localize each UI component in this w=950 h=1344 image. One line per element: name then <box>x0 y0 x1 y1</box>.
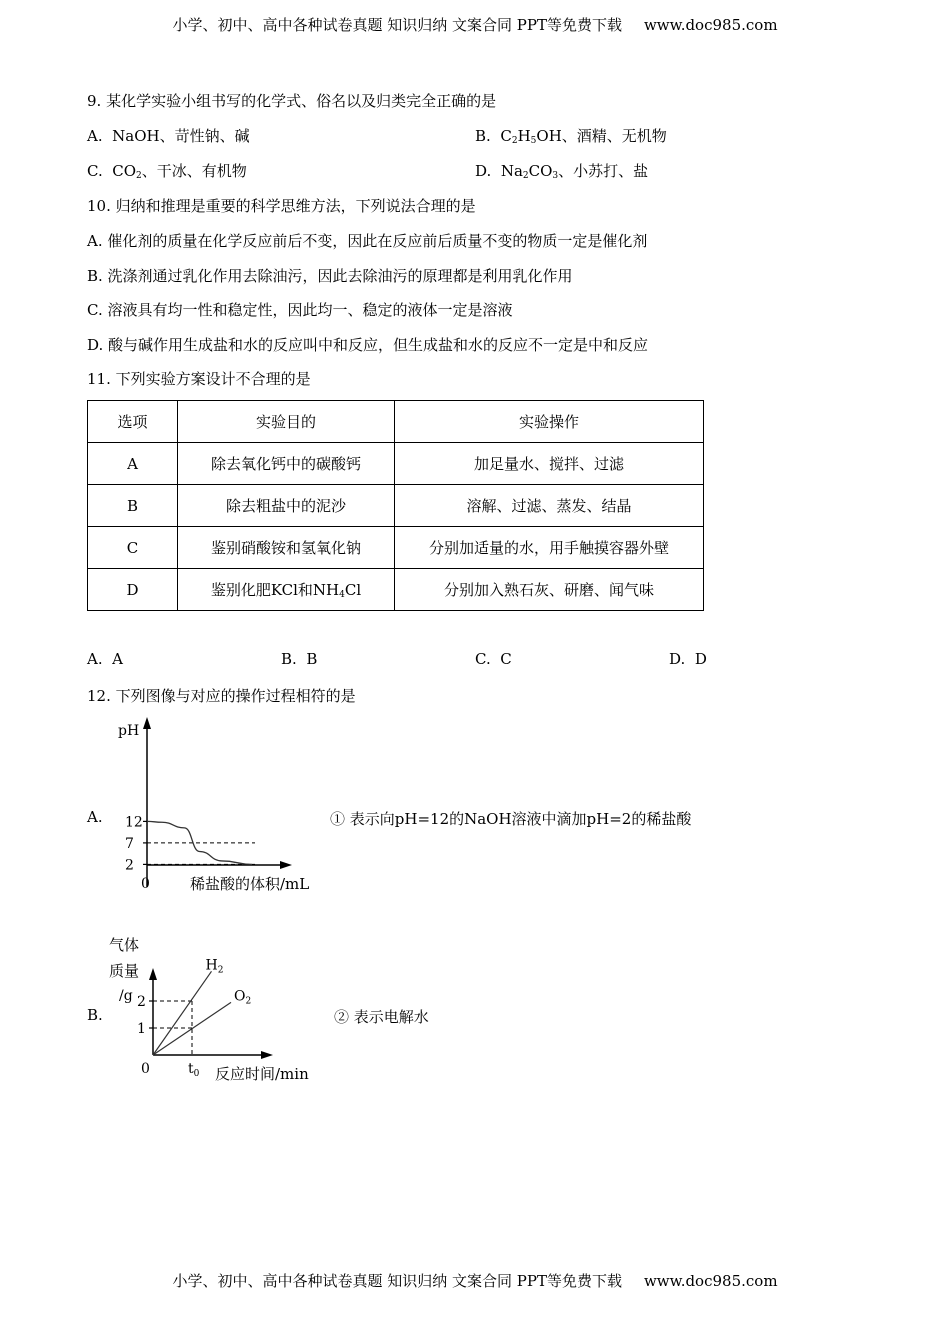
footer-site[interactable]: www.doc985.com <box>643 1272 778 1290</box>
ph-chart <box>110 715 330 900</box>
q9-option-b[interactable] <box>475 125 667 146</box>
page-footer <box>0 1270 950 1291</box>
col-header: 实验目的 <box>178 401 395 443</box>
series-label: $H_2$ <box>205 957 224 976</box>
formula-part: OH <box>536 127 562 145</box>
x-tick-label: $t_0$ <box>188 1061 200 1079</box>
origin-label: 0 <box>141 876 150 892</box>
q11-stem: 11. 下列实验方案设计不合理的是 <box>87 370 311 388</box>
table-header-row <box>88 401 704 443</box>
table-cell: 分别加入熟石灰、研磨、闻气味 <box>395 569 704 611</box>
cell-text: 鉴别化肥KCl和NH <box>210 581 340 599</box>
formula-part: Na <box>500 162 523 180</box>
table-cell: 分别加适量的水，用手触摸容器外壁 <box>395 527 704 569</box>
series-label: $O_2$ <box>234 988 252 1007</box>
q10-option-d[interactable]: D. 酸与碱作用生成盐和水的反应叫中和反应，但生成盐和水的反应不一定是中和反应 <box>87 336 649 354</box>
table-cell: 鉴别硝酸铵和氢氧化钠 <box>178 527 395 569</box>
subscript: 4 <box>339 590 345 600</box>
subscript: 2 <box>136 171 142 181</box>
option-label: B. <box>281 650 297 668</box>
formula-part: CO <box>528 162 553 180</box>
option-label: B. <box>475 127 491 145</box>
table-row <box>88 485 704 527</box>
option-label: A. <box>87 650 103 668</box>
option-label: D. <box>669 650 686 668</box>
option-text: 、苛性钠、碱 <box>159 127 250 145</box>
y-tick-label: 7 <box>125 835 134 852</box>
origin-label: 0 <box>141 1061 150 1077</box>
col-header: 实验操作 <box>395 401 704 443</box>
q11-option-d[interactable] <box>669 650 707 668</box>
q9-option-c[interactable] <box>87 160 247 181</box>
option-text: B <box>306 650 318 668</box>
table-cell: 溶解、过滤、蒸发、结晶 <box>395 485 704 527</box>
q10-option-c[interactable]: C. 溶液具有均一性和稳定性，因此均一、稳定的液体一定是溶液 <box>87 301 513 319</box>
q9-option-a[interactable] <box>87 125 250 146</box>
q10-stem: 10. 归纳和推理是重要的科学思维方法，下列说法合理的是 <box>87 197 476 215</box>
q9-option-d[interactable] <box>475 160 648 181</box>
option-label: C. <box>475 650 491 668</box>
q9-stem: 9. 某化学实验小组书写的化学式、俗名以及归类完全正确的是 <box>87 92 497 110</box>
y-axis-label: pH <box>118 723 140 739</box>
experiment-table <box>87 400 704 611</box>
formula: NaOH <box>112 127 160 145</box>
table-cell <box>178 569 395 611</box>
electrolysis-chart <box>105 930 325 1088</box>
table-row <box>88 569 704 611</box>
x-axis-arrow <box>280 861 292 869</box>
subscript: 2 <box>522 171 529 181</box>
option-text: 、干冰、有机物 <box>141 162 247 180</box>
subscript: 3 <box>552 171 559 181</box>
option-label: C. <box>87 162 103 180</box>
q10-option-a[interactable]: A. 催化剂的质量在化学反应前后不变，因此在反应前后质量不变的物质一定是催化剂 <box>87 232 648 250</box>
x-axis-label: 稀盐酸的体积/mL <box>190 875 310 893</box>
table-cell: 除去粗盐中的泥沙 <box>178 485 395 527</box>
option-label: A. <box>87 127 103 145</box>
q10-option-b[interactable]: B. 洗涤剂通过乳化作用去除油污，因此去除油污的原理都是利用乳化作用 <box>87 267 573 285</box>
option-text: 、酒精、无机物 <box>561 127 667 145</box>
table-cell: A <box>88 443 178 485</box>
table-row <box>88 443 704 485</box>
subscript: 2 <box>511 136 518 146</box>
y-tick-label: 12 <box>125 814 143 831</box>
header-text: 小学、初中、高中各种试卷真题 知识归纳 文案合同 PPT等免费下载 <box>172 16 622 34</box>
y-label-line3: /g <box>119 988 133 1004</box>
table-cell: B <box>88 485 178 527</box>
q12-option-a-desc: ① 表示向pH=12的NaOH溶液中滴加pH=2的稀盐酸 <box>330 810 692 828</box>
q11-option-c[interactable] <box>475 650 512 668</box>
page-header <box>0 14 950 35</box>
option-label: D. <box>475 162 492 180</box>
y-tick-label: 1 <box>137 1021 146 1037</box>
table-cell: 除去氧化钙中的碳酸钙 <box>178 443 395 485</box>
q11-option-b[interactable] <box>281 650 317 668</box>
y-axis-arrow <box>149 968 157 980</box>
y-tick-label: 2 <box>137 994 146 1010</box>
col-header: 选项 <box>88 401 178 443</box>
x-axis-label: 反应时间/min <box>215 1065 309 1083</box>
formula-part: C <box>500 127 512 145</box>
y-label-line1: 气体 <box>109 936 140 954</box>
cell-text: Cl <box>344 581 362 599</box>
option-text: D <box>694 650 707 668</box>
table-cell: C <box>88 527 178 569</box>
y-tick-label: 2 <box>125 857 134 874</box>
subscript: 5 <box>530 136 537 146</box>
y-axis-arrow <box>143 717 151 729</box>
table-cell: 加足量水、搅拌、过滤 <box>395 443 704 485</box>
x-axis-arrow <box>261 1051 273 1059</box>
table-row <box>88 527 704 569</box>
table-cell: D <box>88 569 178 611</box>
option-text: C <box>500 650 512 668</box>
q11-option-a[interactable] <box>87 650 123 668</box>
q12-option-b-desc: ② 表示电解水 <box>334 1008 429 1026</box>
option-text: 、小苏打、盐 <box>558 162 649 180</box>
formula-part: CO <box>112 162 137 180</box>
q12-stem: 12. 下列图像与对应的操作过程相符的是 <box>87 687 356 705</box>
header-site[interactable]: www.doc985.com <box>643 16 778 34</box>
series-line-h <box>153 971 212 1055</box>
q12-option-a-label[interactable]: A. <box>87 808 103 826</box>
option-text: A <box>112 650 123 668</box>
formula-part: H <box>517 127 531 145</box>
q12-option-b-label[interactable]: B. <box>87 1006 103 1024</box>
y-label-line2: 质量 <box>109 962 140 980</box>
footer-text: 小学、初中、高中各种试卷真题 知识归纳 文案合同 PPT等免费下载 <box>172 1272 622 1290</box>
